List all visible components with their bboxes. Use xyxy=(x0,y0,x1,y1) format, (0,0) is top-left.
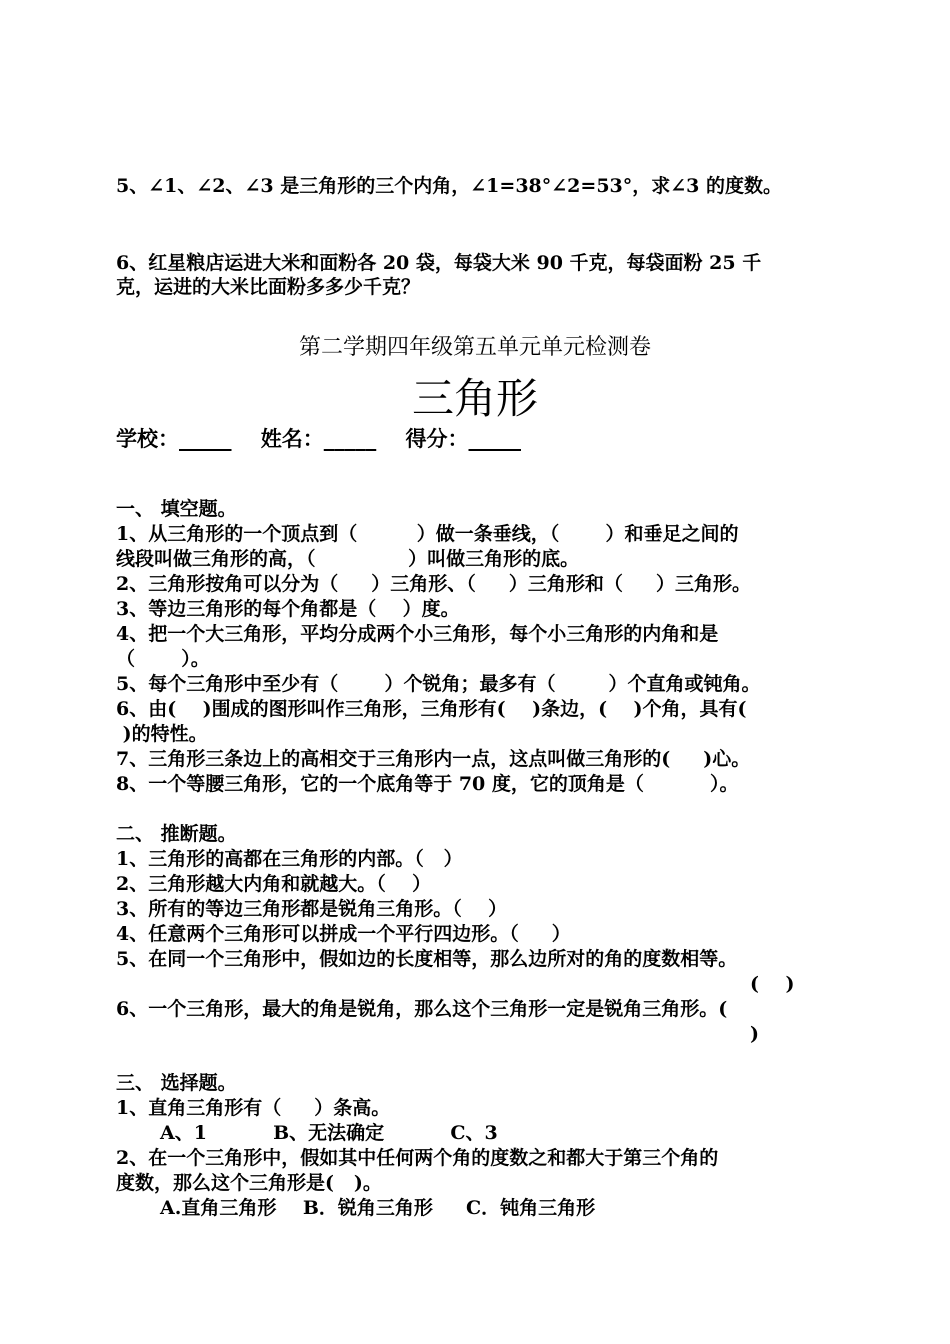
student-info-line: 学校：_____ 姓名：_____ 得分：_____ xyxy=(116,426,521,451)
s1-line-10: 7、三角形三条边上的高相交于三角形内一点，这点叫做三角形的( )心。 xyxy=(116,748,751,770)
s1-line-6: （ ）。 xyxy=(116,648,210,670)
s2-line-6: 6、一个三角形，最大的角是锐角，那么这个三角形一定是锐角三角形。( xyxy=(116,998,728,1020)
s1-line-5: 4、把一个大三角形，平均分成两个小三角形，每个小三角形的内角和是 xyxy=(116,623,719,645)
section-3-heading: 三、 选择题。 xyxy=(116,1072,237,1094)
s3-q1-options: A、1 B、无法确定 C、3 xyxy=(160,1122,498,1144)
s2-line-4: 4、任意两个三角形可以拼成一个平行四边形。（ ） xyxy=(116,923,571,945)
s3-q2-line-2: 度数，那么这个三角形是( )。 xyxy=(116,1172,382,1194)
section-1-heading: 一、 填空题。 xyxy=(116,498,237,520)
s2-line-3: 3、所有的等边三角形都是锐角三角形。（ ） xyxy=(116,898,508,920)
s1-line-9: )的特性。 xyxy=(116,723,208,745)
page-title: 三角形 xyxy=(411,374,538,423)
s2-line-5: 5、在同一个三角形中，假如边的长度相等，那么边所对的角的度数相等。 xyxy=(116,948,738,970)
problem-5: 5、∠1、∠2、∠3 是三角形的三个内角，∠1=38°∠2=53°，求∠3 的度数。 xyxy=(116,175,783,197)
section-2-heading: 二、 推断题。 xyxy=(116,823,237,845)
s3-q1: 1、直角三角形有（ ）条高。 xyxy=(116,1097,391,1119)
s2-line-2: 2、三角形越大内角和就越大。（ ） xyxy=(116,873,432,895)
problem-6-line-2: 克，运进的大米比面粉多多少千克？ xyxy=(116,276,421,298)
s2-line-6-answer-paren: ) xyxy=(750,1023,759,1045)
s2-line-5-answer-paren: ( ) xyxy=(750,973,795,995)
s3-q2-line-1: 2、在一个三角形中，假如其中任何两个角的度数之和都大于第三个角的 xyxy=(116,1147,719,1169)
s2-line-1: 1、三角形的高都在三角形的内部。（ ） xyxy=(116,848,463,870)
s1-line-7: 5、每个三角形中至少有（ ）个锐角；最多有（ ）个直角或钝角。 xyxy=(116,673,761,695)
s1-line-3: 2、三角形按角可以分为（ ）三角形、（ ）三角形和（ ）三角形。 xyxy=(116,573,751,595)
problem-6-line-1: 6、红星粮店运进大米和面粉各 20 袋，每袋大米 90 千克，每袋面粉 25 千 xyxy=(116,252,762,274)
s1-line-1: 1、从三角形的一个顶点到（ ）做一条垂线，（ ）和垂足之间的 xyxy=(116,523,739,545)
s1-line-8: 6、由( )围成的图形叫作三角形，三角形有( )条边，( )个角，具有( xyxy=(116,698,747,720)
s1-line-11: 8、一个等腰三角形，它的一个底角等于 70 度，它的顶角是（ ）。 xyxy=(116,773,739,795)
s1-line-4: 3、等边三角形的每个角都是（ ）度。 xyxy=(116,598,460,620)
s3-q2-options: A.直角三角形 B．锐角三角形 C．钝角三角形 xyxy=(160,1197,596,1219)
page-subtitle: 第二学期四年级第五单元单元检测卷 xyxy=(298,335,651,360)
s1-line-2: 线段叫做三角形的高，（ ）叫做三角形的底。 xyxy=(116,548,580,570)
